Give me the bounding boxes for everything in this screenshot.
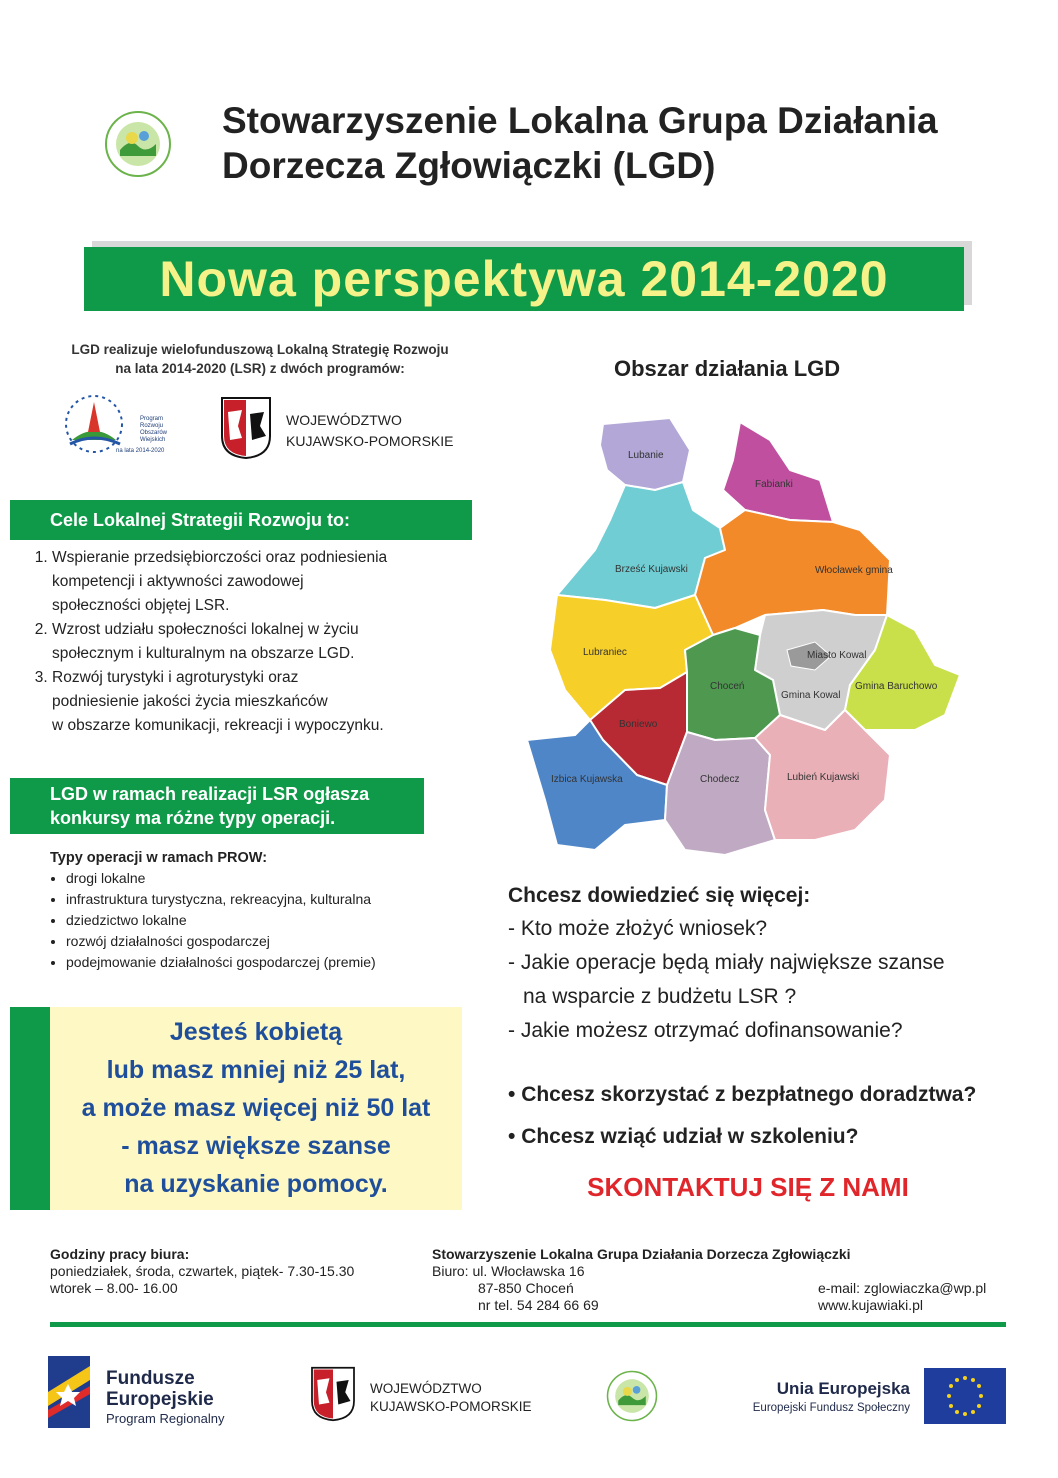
contests-line1: LGD w ramach realizacji LSR ogłasza: [50, 784, 370, 804]
hours-line1: poniedziałek, środa, czwartek, piątek- 7.30-15.30: [50, 1263, 355, 1279]
eligibility-line4: - masz większe szanse: [121, 1132, 391, 1160]
lgd-logo-footer: [606, 1370, 658, 1427]
operation-types: [50, 848, 470, 973]
goal-3-line2: podniesienie jakości życia mieszkańców: [52, 693, 328, 710]
fe-line1: Fundusze: [106, 1368, 195, 1389]
prow-text-5: na lata 2014-2020: [116, 448, 165, 454]
goal-1-line3: społeczności objętej LSR.: [52, 597, 230, 614]
label-chocen: Choceń: [710, 681, 745, 692]
voivodeship-crest-footer: [310, 1366, 356, 1427]
label-lubraniec: Lubraniec: [583, 647, 627, 658]
prow-text-3: Obszarów: [140, 430, 168, 436]
eu-text: [700, 1378, 910, 1416]
label-lubanie: Lubanie: [628, 450, 664, 461]
label-boniewo: Boniewo: [619, 719, 658, 730]
label-chodecz: Chodecz: [700, 774, 740, 785]
type-item: • infrastruktura turystyczna, rekreacyjna, kulturalna: [66, 889, 470, 910]
label-miasto-kowal: Miasto Kowal: [807, 650, 867, 661]
goal-item: [52, 618, 480, 666]
goal-item: [52, 666, 480, 738]
offer-bullet-1-text: Chcesz skorzystać z bezpłatnego doradztwa?: [521, 1083, 977, 1106]
eu-flag: [924, 1368, 1006, 1429]
hours-heading: Godziny pracy biura:: [50, 1246, 190, 1262]
footer-divider: [50, 1322, 1006, 1327]
type-item: • dziedzictwo lokalne: [66, 910, 470, 931]
eligibility-box: [10, 1007, 462, 1210]
hours-line2: wtorek – 8.00- 16.00: [50, 1280, 178, 1296]
offer-bullet-2-text: Chcesz wziąć udział w szkoleniu?: [521, 1125, 859, 1148]
label-gmina-kowal: Gmina Kowal: [781, 690, 841, 701]
voivodeship-footer-line1: WOJEWÓDZTWO: [370, 1381, 482, 1396]
european-funds-logo: [48, 1356, 90, 1433]
map-title: Obszar działania LGD: [614, 356, 841, 381]
footer-email[interactable]: e-mail: zglowiaczka@wp.pl: [818, 1280, 987, 1296]
goal-1-line2: kompetencji i aktywności zawodowej: [52, 573, 304, 590]
goals-heading: [10, 500, 472, 540]
footer-phone: nr tel. 54 284 66 69: [478, 1297, 599, 1313]
label-izbica: Izbica Kujawska: [551, 774, 623, 785]
office-hours: [50, 1246, 354, 1297]
region-chodecz: [665, 732, 775, 855]
lgd-logo: [104, 110, 172, 178]
prow-text-4: Wiejskich: [140, 437, 166, 443]
type-item: • drogi lokalne: [66, 868, 470, 889]
type-item: • rozwój działalności gospodarczej: [66, 931, 470, 952]
label-baruchowo: Gmina Baruchowo: [855, 681, 938, 692]
goal-3-line3: w obszarze komunikacji, rekreacji i wypoczynku.: [52, 717, 384, 734]
european-funds-text: [106, 1368, 225, 1428]
voivodeship-line1: WOJEWÓDZTWO: [286, 412, 402, 428]
eu-line1: Unia Europejska: [776, 1379, 910, 1398]
prow-logo: [58, 392, 178, 458]
question-2a: - Jakie operacje będą miały największe szanse: [508, 951, 945, 974]
fe-line3: Program Regionalny: [106, 1411, 225, 1426]
eligibility-line3: a może masz więcej niż 50 lat: [81, 1094, 431, 1122]
prow-text-2: Rozwoju: [140, 423, 164, 429]
eligibility-line2: lub masz mniej niż 25 lat,: [106, 1056, 406, 1084]
label-brzesc: Brześć Kujawski: [615, 564, 688, 575]
eligibility-line1: Jesteś kobietą: [169, 1018, 343, 1046]
goal-2-line2: społecznym i kulturalnym na obszarze LGD.: [52, 645, 355, 662]
intro-text: [20, 340, 500, 378]
offer-bullet-1: • Chcesz skorzystać z bezpłatnego doradztwa?: [508, 1083, 977, 1106]
contests-line2: konkursy ma różne typy operacji.: [50, 808, 336, 828]
contact-links: [818, 1280, 986, 1314]
voivodeship-footer-text: [370, 1380, 532, 1416]
region-fabianki: [723, 422, 833, 522]
contests-banner: [10, 778, 424, 834]
contact-cta: SKONTAKTUJ SIĘ Z NAMI: [587, 1172, 909, 1202]
goal-3-line1: 3. Rozwój turystyki i agroturystyki oraz: [52, 669, 299, 686]
types-heading: Typy operacji w ramach PROW:: [50, 850, 268, 866]
offer-bullets: [508, 1074, 1028, 1158]
footer-website[interactable]: www.kujawiaki.pl: [818, 1297, 924, 1313]
org-title-line1: Stowarzyszenie Lokalna Grupa Działania: [222, 100, 938, 141]
banner-text: Nowa perspektywa 2014-2020: [159, 251, 889, 307]
question-1: - Kto może złożyć wniosek?: [508, 917, 768, 940]
eu-line2: Europejski Fundusz Społeczny: [752, 1402, 910, 1414]
eligibility-line5: na uzyskanie pomocy.: [124, 1170, 388, 1198]
label-lubien: Lubień Kujawski: [787, 772, 860, 783]
voivodeship-label: [286, 410, 454, 452]
question-3: - Jakie możesz otrzymać dofinansowanie?: [508, 1019, 903, 1042]
voivodeship-crest: [220, 396, 272, 465]
lgd-area-map: [515, 410, 975, 860]
fe-line2: Europejskie: [106, 1389, 214, 1410]
questions-heading: Chcesz dowiedzieć się więcej:: [508, 884, 811, 907]
org-title-line2: Dorzecza Zgłowiączki (LGD): [222, 145, 716, 186]
perspective-banner: [84, 247, 964, 311]
goals-heading-text: Cele Lokalnej Strategii Rozwoju to:: [50, 509, 351, 530]
voivodeship-footer-line2: KUJAWSKO-POMORSKIE: [370, 1399, 532, 1414]
questions-block: [508, 880, 1028, 1048]
goal-2-line1: 2. Wzrost udziału społeczności lokalnej w życiu: [52, 621, 359, 638]
footer-address-1: Biuro: ul. Włocławska 16: [432, 1263, 585, 1279]
goal-1-line1: 1. Wspieranie przedsiębiorczości oraz podniesienia: [52, 549, 388, 566]
goal-item: [52, 546, 480, 618]
voivodeship-line2: KUJAWSKO-POMORSKIE: [286, 433, 454, 449]
offer-bullet-2: • Chcesz wziąć udział w szkoleniu?: [508, 1125, 859, 1148]
goals-list: [30, 546, 480, 738]
prow-text-1: Program: [140, 416, 164, 422]
label-wloclawek: Włocławek gmina: [815, 565, 893, 576]
intro-line2: na lata 2014-2020 (LSR) z dwóch programów:: [115, 361, 405, 376]
question-2b: na wsparcie z budżetu LSR ?: [523, 985, 797, 1008]
intro-line1: LGD realizuje wielofunduszową Lokalną Strategię Rozwoju: [71, 342, 449, 357]
label-fabianki: Fabianki: [755, 479, 793, 490]
footer-org-name: Stowarzyszenie Lokalna Grupa Działania Dorzecza Zgłowiączki: [432, 1246, 851, 1262]
type-item: • podejmowanie działalności gospodarczej (premie): [66, 952, 470, 973]
footer-address-2: 87-850 Choceń: [478, 1280, 574, 1296]
